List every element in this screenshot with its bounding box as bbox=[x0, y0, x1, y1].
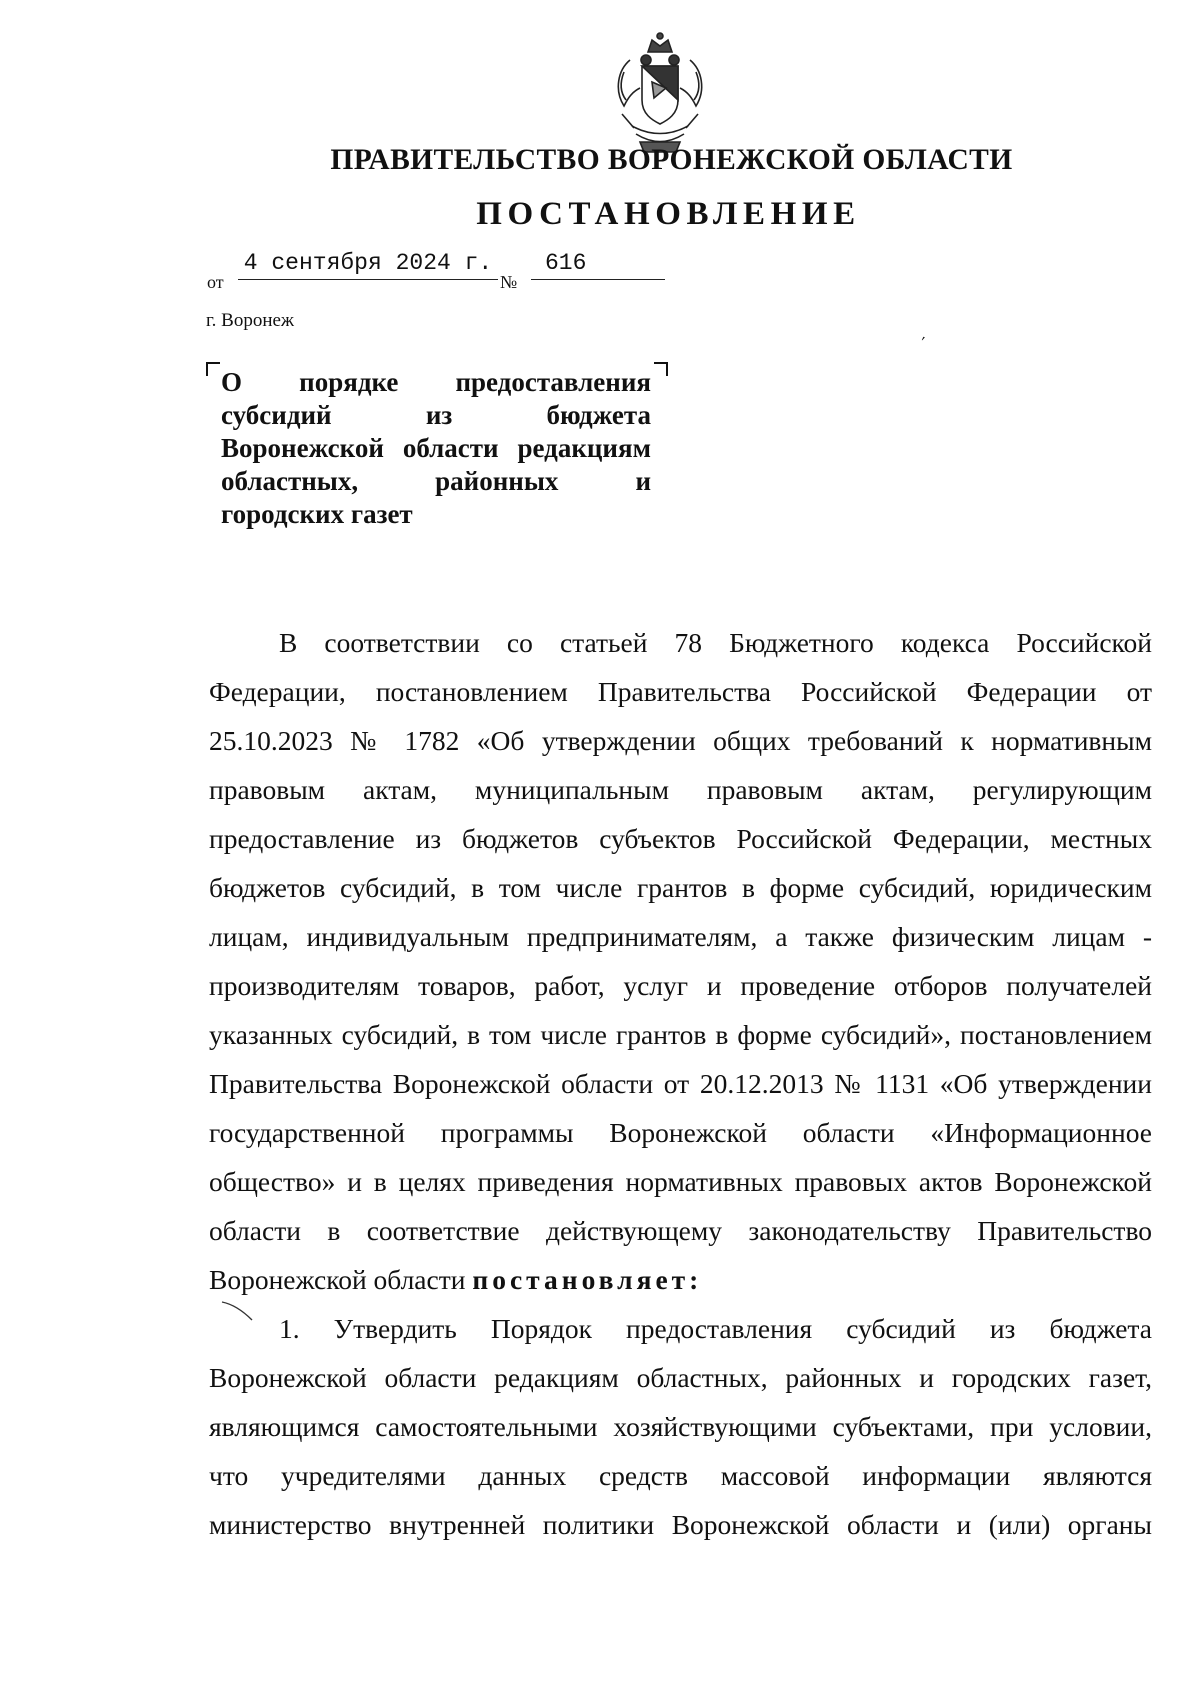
item-line: Воронежской области редакциям областных, районных и городских газет, bbox=[209, 1362, 1152, 1393]
document-subject bbox=[221, 366, 651, 531]
body-line: Федерации, постановлением Правительства Российской Федерации от bbox=[209, 676, 1152, 707]
body-line: Правительства Воронежской области от 20.12.2013 № 1131 «Об утверждении bbox=[209, 1068, 1152, 1099]
city: г. Воронеж bbox=[206, 310, 295, 331]
document-date: 4 сентября 2024 г. bbox=[238, 250, 498, 280]
stray-mark: ʹ bbox=[917, 333, 927, 352]
subject-line: субсидий из бюджета bbox=[221, 400, 651, 430]
body-line: лицам, индивидуальным предпринимателям, а также физическим лицам - bbox=[209, 921, 1152, 952]
decree-line bbox=[209, 1255, 1152, 1304]
organization-title: ПРАВИТЕЛЬСТВО ВОРОНЕЖСКОЙ ОБЛАСТИ bbox=[330, 144, 1013, 176]
item-line: что учредителями данных средств массовой информации являются bbox=[209, 1460, 1152, 1491]
decree-lead: Воронежской области bbox=[209, 1264, 473, 1295]
body-line: В соответствии со статьей 78 Бюджетного кодекса Российской bbox=[279, 627, 1152, 658]
item-line: 1. Утвердить Порядок предоставления субсидий из бюджета bbox=[279, 1313, 1152, 1344]
item-line: министерство внутренней политики Воронежской области и (или) органы bbox=[209, 1509, 1152, 1540]
subject-line: О порядке предоставления bbox=[221, 367, 651, 397]
document-body bbox=[209, 618, 1152, 1549]
body-line: общество» и в целях приведения нормативных правовых актов Воронежской bbox=[209, 1166, 1152, 1197]
body-line: указанных субсидий, в том числе грантов в форме субсидий», постановлением bbox=[209, 1019, 1152, 1050]
body-line: правовым актам, муниципальным правовым актам, регулирующим bbox=[209, 774, 1152, 805]
document-type: ПОСТАНОВЛЕНИЕ bbox=[476, 196, 861, 232]
number-sign: № bbox=[500, 272, 518, 292]
body-line: предоставление из бюджетов субъектов Российской Федерации, местных bbox=[209, 823, 1152, 854]
decree-word: постановляет: bbox=[472, 1264, 703, 1295]
body-line: производителям товаров, работ, услуг и проведение отборов получателей bbox=[209, 970, 1152, 1001]
body-line: 25.10.2023 № 1782 «Об утверждении общих требований к нормативным bbox=[209, 725, 1152, 756]
coat-of-arms-icon bbox=[610, 30, 710, 158]
bracket-top-right bbox=[654, 362, 668, 376]
subject-line: областных, районных и bbox=[221, 466, 652, 496]
subject-line: городских газет bbox=[221, 499, 413, 529]
date-prefix: от bbox=[207, 272, 224, 292]
body-line: государственной программы Воронежской области «Информационное bbox=[209, 1117, 1152, 1148]
body-line: области в соответствие действующему законодательству Правительство bbox=[209, 1215, 1152, 1246]
subject-line: Воронежской области редакциям bbox=[221, 433, 651, 463]
document-number: 616 bbox=[531, 250, 665, 280]
item-line: являющимся самостоятельными хозяйствующими субъектами, при условии, bbox=[209, 1411, 1152, 1442]
pen-stroke-mark bbox=[220, 1298, 256, 1324]
body-line: бюджетов субсидий, в том числе грантов в форме субсидий, юридическим bbox=[209, 872, 1152, 903]
bracket-top-left bbox=[206, 362, 220, 376]
